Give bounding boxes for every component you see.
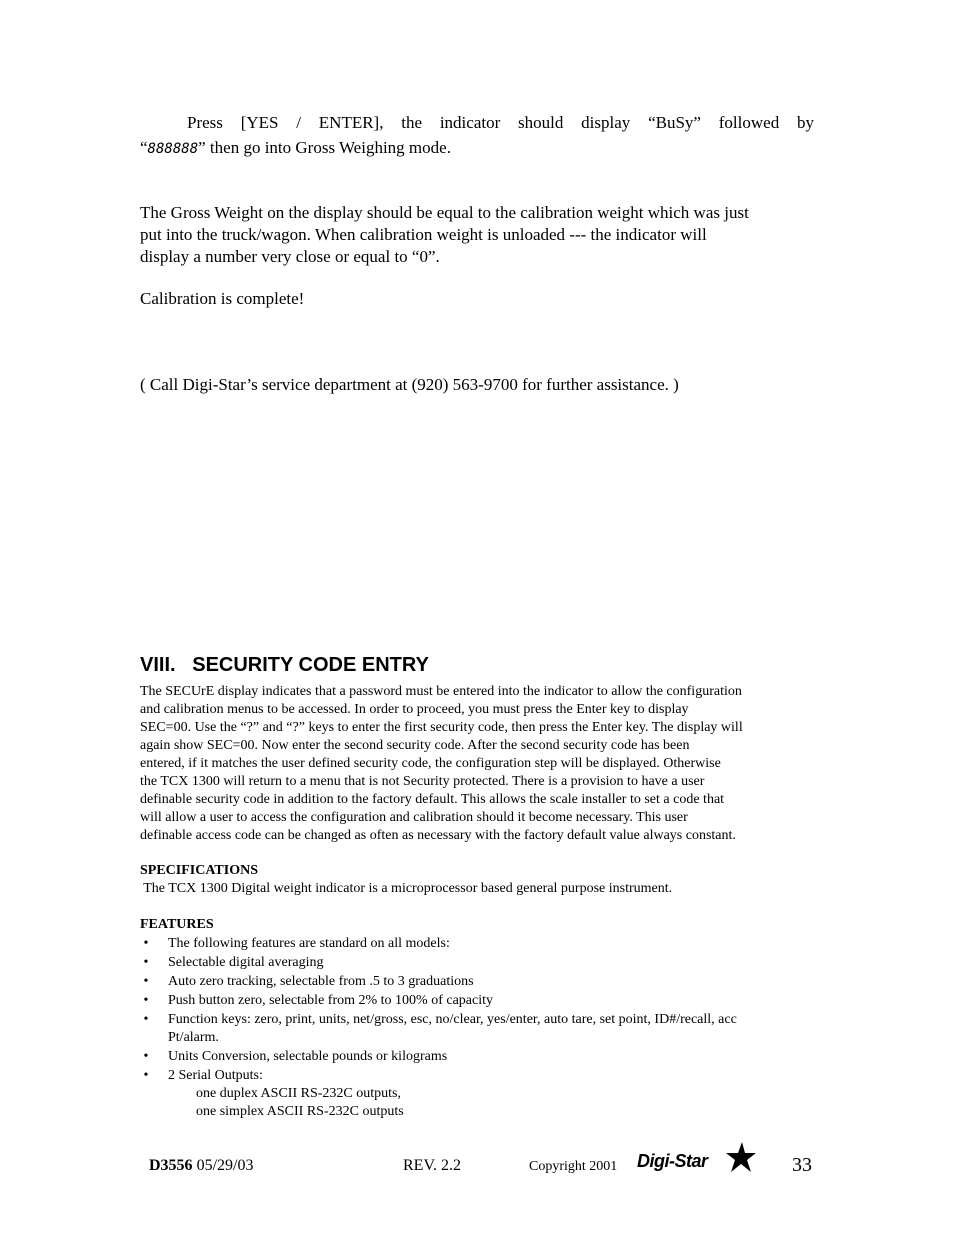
calibration-complete: Calibration is complete! [140, 289, 305, 308]
gross-line: put into the truck/wagon. When calibration weight is unloaded --- the indicator will [140, 225, 707, 244]
footer-doc-info [149, 1157, 253, 1175]
intro-line-1: Press [YES / ENTER], the indicator should display “BuSy” followed by [187, 113, 814, 132]
bullet-icon: • [143, 974, 149, 989]
digistar-logo [637, 1142, 759, 1176]
page-number: 33 [792, 1154, 812, 1176]
gross-line: display a number very close or equal to “0”. [140, 247, 440, 266]
specifications-heading: SPECIFICATIONS [140, 863, 258, 878]
intro-line-2: “888888” then go into Gross Weighing mode. [140, 138, 451, 157]
footer-copyright: Copyright 2001 [529, 1159, 618, 1174]
list-item: • Units Conversion, selectable pounds or kilograms [140, 1048, 820, 1066]
list-item: • The following features are standard on all models: [140, 935, 820, 953]
security-heading: VIII. SECURITY CODE ENTRY [140, 654, 429, 676]
list-item: • Auto zero tracking, selectable from .5 to 3 graduations [140, 973, 820, 991]
features-heading: FEATURES [140, 917, 214, 932]
bullet-icon: • [143, 993, 149, 1008]
bullet-icon: • [143, 1012, 149, 1027]
security-line: will allow a user to access the configuration and calibration should it become necessary. This user [140, 810, 688, 825]
footer-rev: REV. 2.2 [403, 1157, 461, 1174]
list-item: • Push button zero, selectable from 2% to 100% of capacity [140, 992, 820, 1010]
security-line: entered, if it matches the user defined security code, the configuration step will be displayed. Otherwise [140, 756, 721, 771]
footer-doc-id: D3556 [149, 1157, 193, 1174]
features-list [140, 935, 820, 1085]
security-line: The SECUrE display indicates that a password must be entered into the indicator to allow the configuration [140, 684, 742, 699]
intro-paragraph [140, 112, 814, 160]
security-line: definable access code can be changed as often as necessary with the factory default value always constant. [140, 828, 736, 843]
service-note: ( Call Digi-Star’s service department at (920) 563-9700 for further assistance. ) [140, 375, 679, 394]
security-line: definable security code in addition to the factory default. This allows the scale installer to set a code that [140, 792, 725, 807]
sub-list-item: one duplex ASCII RS-232C outputs, [196, 1086, 401, 1101]
sub-list-item: one simplex ASCII RS-232C outputs [196, 1104, 404, 1119]
security-line: the TCX 1300 will return to a menu that is not Security protected. There is a provision to have a user [140, 774, 705, 789]
footer-date: 05/29/03 [192, 1157, 254, 1174]
serial-outputs-sublist [140, 1085, 820, 1121]
security-line: again show SEC=00. Now enter the second security code. After the second security code has been [140, 738, 690, 753]
gross-line: The Gross Weight on the display should be equal to the calibration weight which was just [140, 203, 749, 222]
bullet-icon: • [143, 955, 149, 970]
security-paragraph [140, 683, 820, 845]
list-item: • Function keys: zero, print, units, net/gross, esc, no/clear, yes/enter, auto tare, set point, ID#/recall, acc Pt/alarm. [140, 1011, 820, 1047]
security-line: SEC=00. Use the “?” and “?” keys to enter the first security code, then press the Enter key. The display will [140, 720, 743, 735]
list-item: • Selectable digital averaging [140, 954, 820, 972]
bullet-icon: • [143, 1068, 149, 1083]
list-item: • 2 Serial Outputs: [140, 1067, 820, 1085]
gross-weight-paragraph [140, 202, 820, 268]
bullet-icon: • [143, 1049, 149, 1064]
digistar-logo-text: Digi-Star [637, 1151, 708, 1171]
lcd-display-value: 888888 [147, 141, 199, 157]
security-line: and calibration menus to be accessed. In order to proceed, you must press the Enter key to display [140, 702, 689, 717]
specifications-text: The TCX 1300 Digital weight indicator is a microprocessor based general purpose instrument. [140, 881, 673, 896]
bullet-icon: • [143, 936, 149, 951]
star-icon [726, 1142, 756, 1174]
